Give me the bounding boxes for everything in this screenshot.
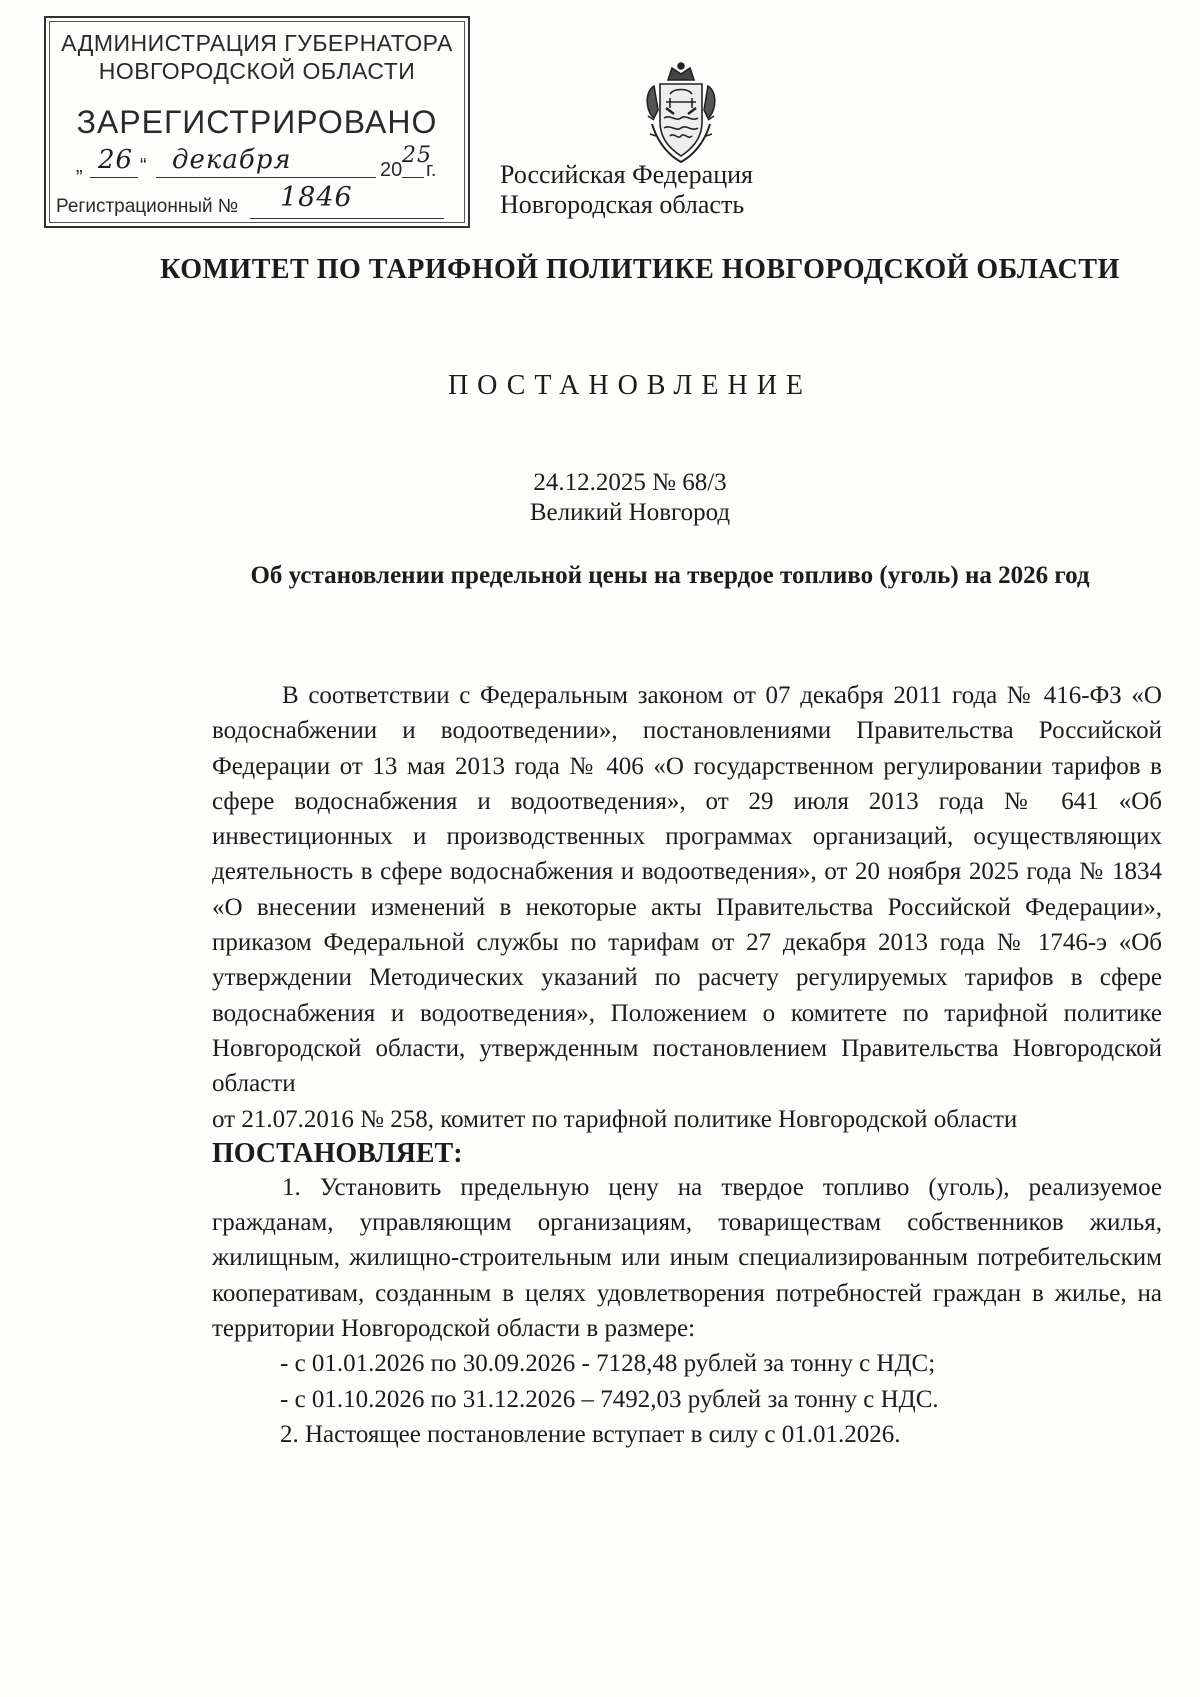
- stamp-reg-label: Регистрационный №: [56, 196, 239, 217]
- stamp-org-line2: НОВГОРОДСКОЙ ОБЛАСТИ: [98, 58, 416, 84]
- stamp-registered: ЗАРЕГИСТРИРОВАНО: [76, 104, 438, 140]
- country-block: [500, 160, 880, 220]
- stamp-year-underline: [402, 177, 424, 178]
- stamp-reg-number: 1846: [280, 182, 353, 213]
- item-1: 1. Установить предельную цену на твердое топливо (уголь), реализуемое гражданам, управляющим организациям, товариществам собственников жилья, жилищным, жилищно-строительным или иным специализированным потребительским кооперативам, созданным в целях удовлетворения потребностей граждан в жилье, на территории Новгородской области в размере:: [212, 1173, 1162, 1343]
- price-period-1: - с 01.01.2026 по 30.09.2026 - 7128,48 рублей за тонну с НДС;: [280, 1350, 936, 1378]
- stamp-month-underline: [156, 177, 376, 178]
- stamp-day-underline: [90, 177, 138, 178]
- stamp-year-unit: г.: [426, 159, 437, 181]
- coat-of-arms-icon: [640, 58, 722, 166]
- registration-stamp: [44, 16, 470, 228]
- date-number-block: [0, 468, 1200, 528]
- stamp-month: декабря: [172, 145, 292, 175]
- stamp-day: 26: [98, 145, 134, 175]
- decree-word: ПОСТАНОВЛЯЕТ:: [212, 1137, 463, 1169]
- document-title: Об установлении предельной цены на твердое топливо (уголь) на 2026 год: [250, 562, 1090, 589]
- price-period-2: - с 01.10.2026 по 31.12.2026 – 7492,03 рублей за тонну с НДС.: [280, 1385, 939, 1413]
- region-name: Новгородская область: [500, 190, 745, 219]
- stamp-quote-close: “: [140, 155, 147, 177]
- item-2: 2. Настоящее постановление вступает в силу с 01.01.2026.: [280, 1420, 901, 1448]
- preamble: В соответствии с Федеральным законом от 07 декабря 2011 года № 416-ФЗ «О водоснабжении и водоотведении», постановлениями Правительства Российской Федерации от 13 мая 2013 года № 406 «О государственном регулировании тарифов в сфере водоснабжения и водоотведения», от 29 июля 2013 года № 641 «Об инвестиционных и производственных программах организаций, осуществляющих деятельность в сфере водоснабжения и водоотведения», от 20 ноября 2025 года № 1834 «О внесении изменений в некоторые акты Правительства Российской Федерации», приказом Федеральной службы по тарифам от 27 декабря 2013 года № 1746-э «Об утверждении Методических указаний по расчету регулируемых тарифов в сфере водоснабжения и водоотведения», Положением о комитете по тарифной политике Новгородской области, утвержденным постановлением Правительства Новгородской области: [212, 682, 1162, 1098]
- stamp-date-line: [76, 143, 444, 185]
- document-body: [212, 678, 1162, 1452]
- stamp-number-underline: [250, 218, 444, 219]
- stamp-year-suffix: 25: [402, 143, 432, 168]
- committee-title: КОМИТЕТ ПО ТАРИФНОЙ ПОЛИТИКЕ НОВГОРОДСКОЙ ОБЛАСТИ: [160, 254, 1120, 285]
- document-type: ПОСТАНОВЛЕНИЕ: [447, 370, 813, 401]
- stamp-org-line1: АДМИНИСТРАЦИЯ ГУБЕРНАТОРА: [61, 30, 453, 56]
- country-name: Российская Федерация: [500, 160, 753, 189]
- city: Великий Новгород: [529, 499, 731, 526]
- stamp-year-prefix: 20: [380, 159, 403, 181]
- stamp-quote-open: „: [76, 155, 83, 177]
- date-number: 24.12.2025 № 68/3: [533, 469, 727, 496]
- preamble-end: от 21.07.2016 № 258, комитет по тарифной политике Новгородской области: [212, 1105, 1018, 1133]
